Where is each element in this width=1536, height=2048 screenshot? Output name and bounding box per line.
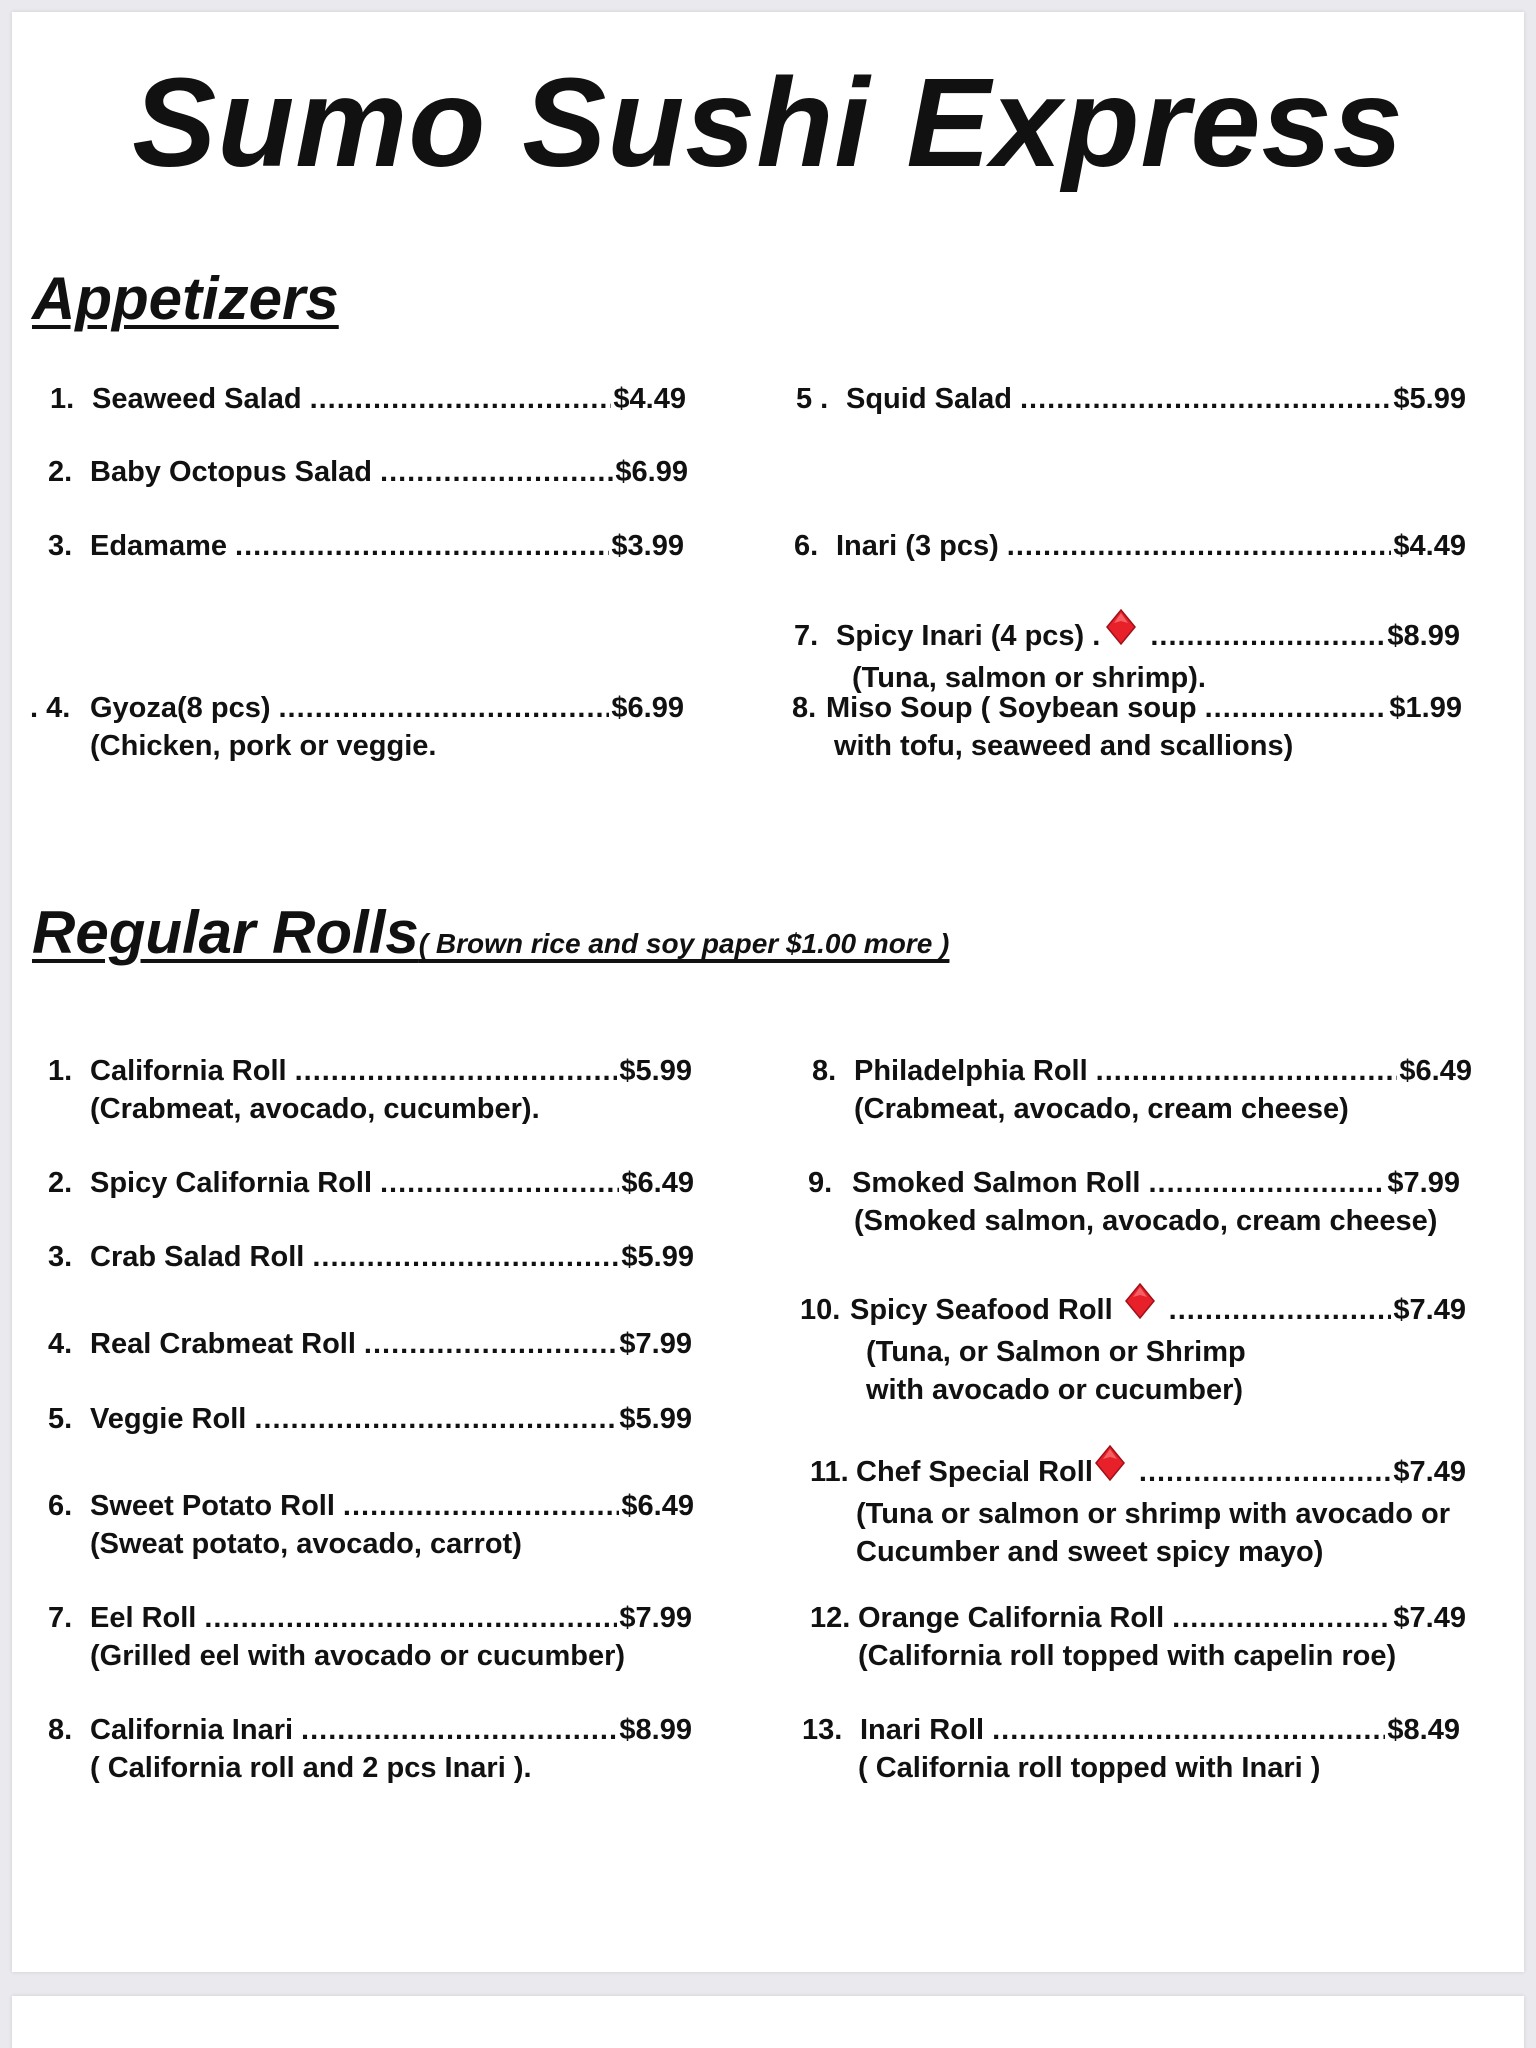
menu-item: 4. Real Crabmeat Roll ..... $7.99 [48,1325,692,1363]
menu-item: 9. Smoked Salmon Roll ..... $7.99 (Smoked salmon, avocado, cream cheese) [808,1164,1460,1240]
regular-rolls-note: ( Brown rice and soy paper $1.00 more ) [418,928,950,959]
menu-item: . 4. Gyoza(8 pcs) ..... $6.99 (Chicken, pork or veggie. [30,689,684,765]
item-description: ( California roll and 2 pcs Inari ). [90,1752,532,1784]
menu-item: 12. Orange California Roll ..... $7.49 (California roll topped with capelin roe) [810,1599,1466,1675]
menu-item: 1. California Roll ..... $5.99 (Crabmeat, avocado, cucumber). [48,1052,692,1128]
spicy-diamond-icon [1106,609,1136,645]
menu-item: 7. Eel Roll ..... $7.99 (Grilled eel with avocado or cucumber) [48,1599,692,1675]
item-description: ( California roll topped with Inari ) [858,1752,1321,1784]
restaurant-title: Sumo Sushi Express [132,52,1404,193]
item-description: (California roll topped with capelin roe) [858,1640,1397,1672]
item-description: (Tuna, salmon or shrimp). [852,662,1206,694]
menu-item: 13. Inari Roll ..... $8.49 ( California roll topped with Inari ) [802,1711,1460,1787]
item-description: (Chicken, pork or veggie. [90,730,437,762]
next-page-edge [12,1996,1524,2048]
item-description: with avocado or cucumber) [866,1374,1244,1406]
menu-item: 6. Sweet Potato Roll ..... $6.49 (Sweat potato, avocado, carrot) [48,1487,694,1563]
item-description: (Grilled eel with avocado or cucumber) [90,1640,626,1672]
menu-item: 3. Edamame ..... $3.99 [48,527,684,565]
menu-item: 2. Baby Octopus Salad ..... $6.99 [48,453,688,491]
menu-item: 8. Miso Soup ( Soybean soup ..... $1.99 with tofu, seaweed and scallions) [792,689,1462,765]
item-description: with tofu, seaweed and scallions) [834,730,1294,762]
menu-item: 8. California Inari ..... $8.99 ( California roll and 2 pcs Inari ). [48,1711,692,1787]
item-description: (Sweat potato, avocado, carrot) [90,1528,522,1560]
menu-item: 10. Spicy Seafood Roll ..... $7.49 (Tuna, or Salmon or Shrimp with avocado or cucumber) [800,1283,1466,1409]
item-description: (Crabmeat, avocado, cream cheese) [854,1093,1349,1125]
menu-page [12,12,1524,1972]
appetizers-heading: Appetizers [32,265,339,332]
menu-item: 5. Veggie Roll ..... $5.99 [48,1400,692,1438]
item-description: (Tuna, or Salmon or Shrimp [866,1336,1246,1368]
item-description: (Smoked salmon, avocado, cream cheese) [854,1205,1438,1237]
menu-item: 7. Spicy Inari (4 pcs) . ..... $8.99 (Tuna, salmon or shrimp). [794,609,1460,697]
menu-item: 3. Crab Salad Roll ..... $5.99 [48,1238,694,1276]
item-description: Cucumber and sweet spicy mayo) [856,1536,1324,1568]
item-description: (Tuna or salmon or shrimp with avocado or [856,1498,1451,1530]
menu-item: 6. Inari (3 pcs) ..... $4.49 [794,527,1466,565]
spicy-diamond-icon [1125,1283,1155,1319]
menu-item: 5 . Squid Salad ..... $5.99 [796,380,1466,418]
menu-item: 11. Chef Special Roll ..... $7.49 (Tuna or salmon or shrimp with avocado or Cucumber and sweet spicy mayo) [810,1445,1466,1571]
spicy-diamond-icon [1095,1445,1125,1481]
item-description: (Crabmeat, avocado, cucumber). [90,1093,540,1125]
menu-item: 8. Philadelphia Roll ..... $6.49 (Crabmeat, avocado, cream cheese) [812,1052,1472,1128]
regular-rolls-heading: Regular Rolls( Brown rice and soy paper $1.00 more ) [32,899,950,966]
menu-item: 1. Seaweed Salad ..... $4.49 [50,380,686,418]
menu-item: 2. Spicy California Roll ..... $6.49 [48,1164,694,1202]
